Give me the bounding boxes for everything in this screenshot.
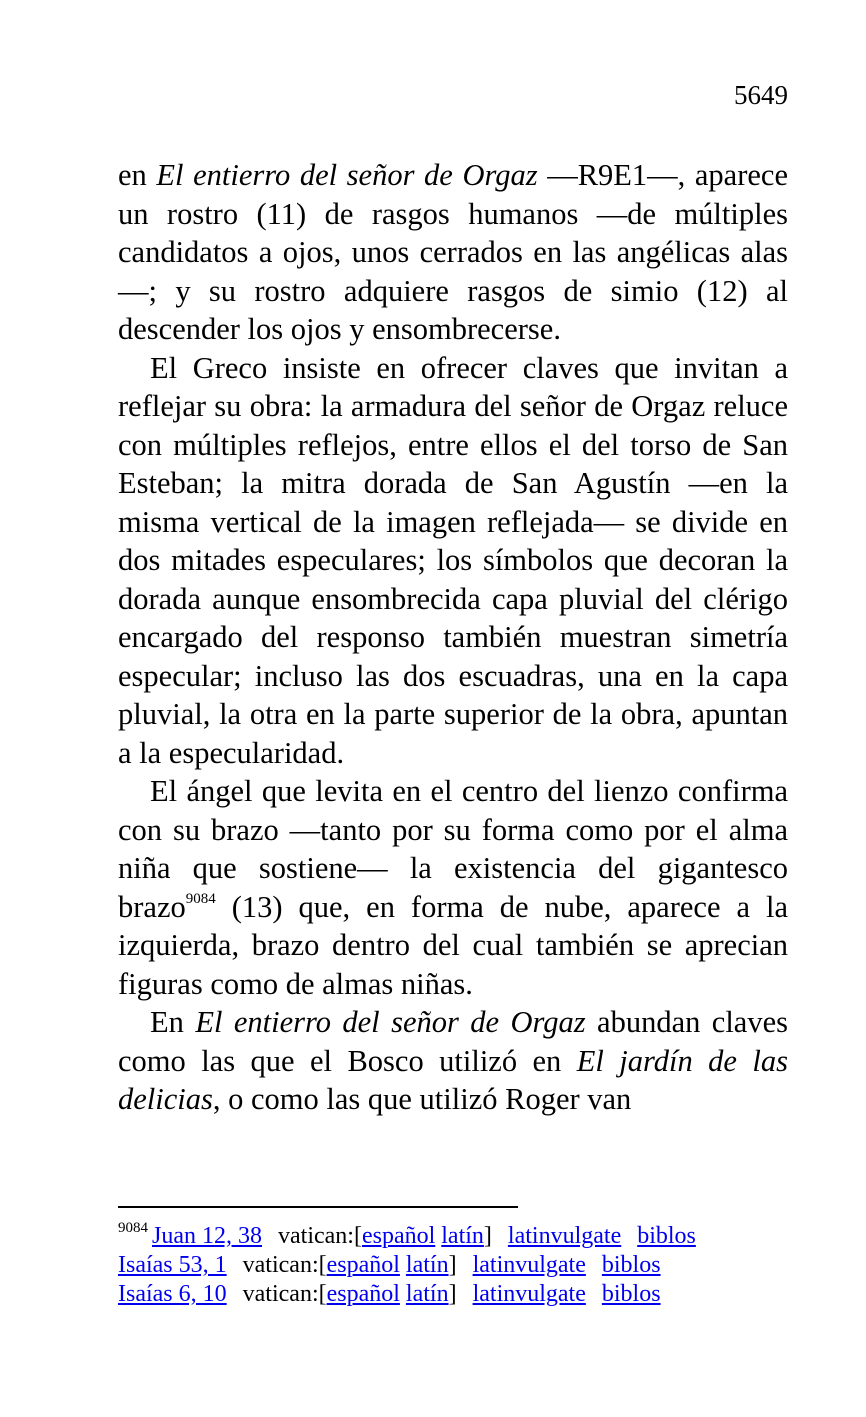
vatican-prefix: vatican:[ <box>278 1223 362 1249</box>
vatican-latin-link[interactable]: latín <box>441 1223 484 1249</box>
footnote-line <box>118 1222 818 1251</box>
vatican-prefix: vatican:[ <box>242 1252 327 1278</box>
latinvulgate-link[interactable]: latinvulgate <box>472 1252 586 1278</box>
footnote-divider <box>118 1206 518 1208</box>
paragraph-2 <box>118 349 788 773</box>
vatican-latin-link[interactable]: latín <box>405 1281 449 1307</box>
text-run: —R9E1—, aparece un rostro (11) de rasgos humanos —de múltiples candidatos a ojos, unos cerrados en las angélicas alas—; y su rostro adquiere rasgos de simio (12) al descender los ojos y ensombrecerse. <box>118 158 788 346</box>
text-run: El ángel que levita en el centro del lienzo confirma con su brazo —tanto por su forma como por el alma niña que sostiene— la existencia del gigantesco brazo <box>118 774 788 924</box>
latinvulgate-link[interactable]: latinvulgate <box>507 1223 622 1249</box>
vatican-espanol-link[interactable]: español <box>326 1252 400 1278</box>
biblos-link[interactable]: biblos <box>601 1281 661 1307</box>
footnote-marker: 9084 <box>185 891 216 908</box>
text-run: , o como las que utilizó Roger van <box>212 1082 632 1116</box>
latinvulgate-link[interactable]: latinvulgate <box>472 1281 586 1307</box>
biblos-link[interactable]: biblos <box>601 1252 661 1278</box>
footnotes <box>118 1222 818 1309</box>
italic-title: El entierro del señor de Orgaz <box>195 1005 586 1039</box>
paragraph-1 <box>118 156 788 349</box>
biblos-link[interactable]: biblos <box>637 1223 696 1249</box>
text-run: (13) que, en forma de nube, aparece a la izquierda, brazo dentro del cual también se aprecian figuras como de almas niñas. <box>118 889 788 1001</box>
footnote-line <box>118 1280 818 1309</box>
bible-reference-link[interactable]: Juan 12, 38 <box>152 1223 262 1249</box>
italic-title: El entierro del señor de Orgaz <box>156 158 538 192</box>
footnote-number: 9084 <box>118 1220 148 1236</box>
vatican-close: ] <box>483 1223 492 1249</box>
vatican-prefix: vatican:[ <box>242 1281 327 1307</box>
italic-title: El jardín de las delicias <box>118 1043 788 1116</box>
text-run: En <box>150 1005 196 1039</box>
text-run: abundan claves como las que el Bosco utilizó en <box>118 1005 788 1078</box>
vatican-close: ] <box>448 1252 457 1278</box>
vatican-espanol-link[interactable]: español <box>326 1281 400 1307</box>
paragraph-3 <box>118 772 788 1003</box>
vatican-espanol-link[interactable]: español <box>361 1223 436 1249</box>
footnote-line <box>118 1251 818 1280</box>
paragraph-4 <box>118 1003 788 1119</box>
bible-reference-link[interactable]: Isaías 53, 1 <box>118 1252 227 1278</box>
text-run: El Greco insiste en ofrecer claves que invitan a reflejar su obra: la armadura del señor de Orgaz reluce con múltiples reflejos, entre ellos el del torso de San Esteban; la mitra dorada de San Agustín —en la misma vertical de la imagen reflejada— se divide en dos mitades especulares; los símbolos que decoran la dorada aunque ensombrecida capa pluvial del clérigo encargado del responso también muestran simetría especular; incluso las dos escuadras, una en la capa pluvial, la otra en la parte superior de la obra, apuntan a la especularidad. <box>118 350 788 770</box>
vatican-close: ] <box>448 1281 457 1307</box>
bible-reference-link[interactable]: Isaías 6, 10 <box>118 1281 227 1307</box>
page-number: 5649 <box>734 80 788 110</box>
body-text <box>118 156 788 1119</box>
vatican-latin-link[interactable]: latín <box>405 1252 449 1278</box>
text-run: en <box>118 158 157 192</box>
